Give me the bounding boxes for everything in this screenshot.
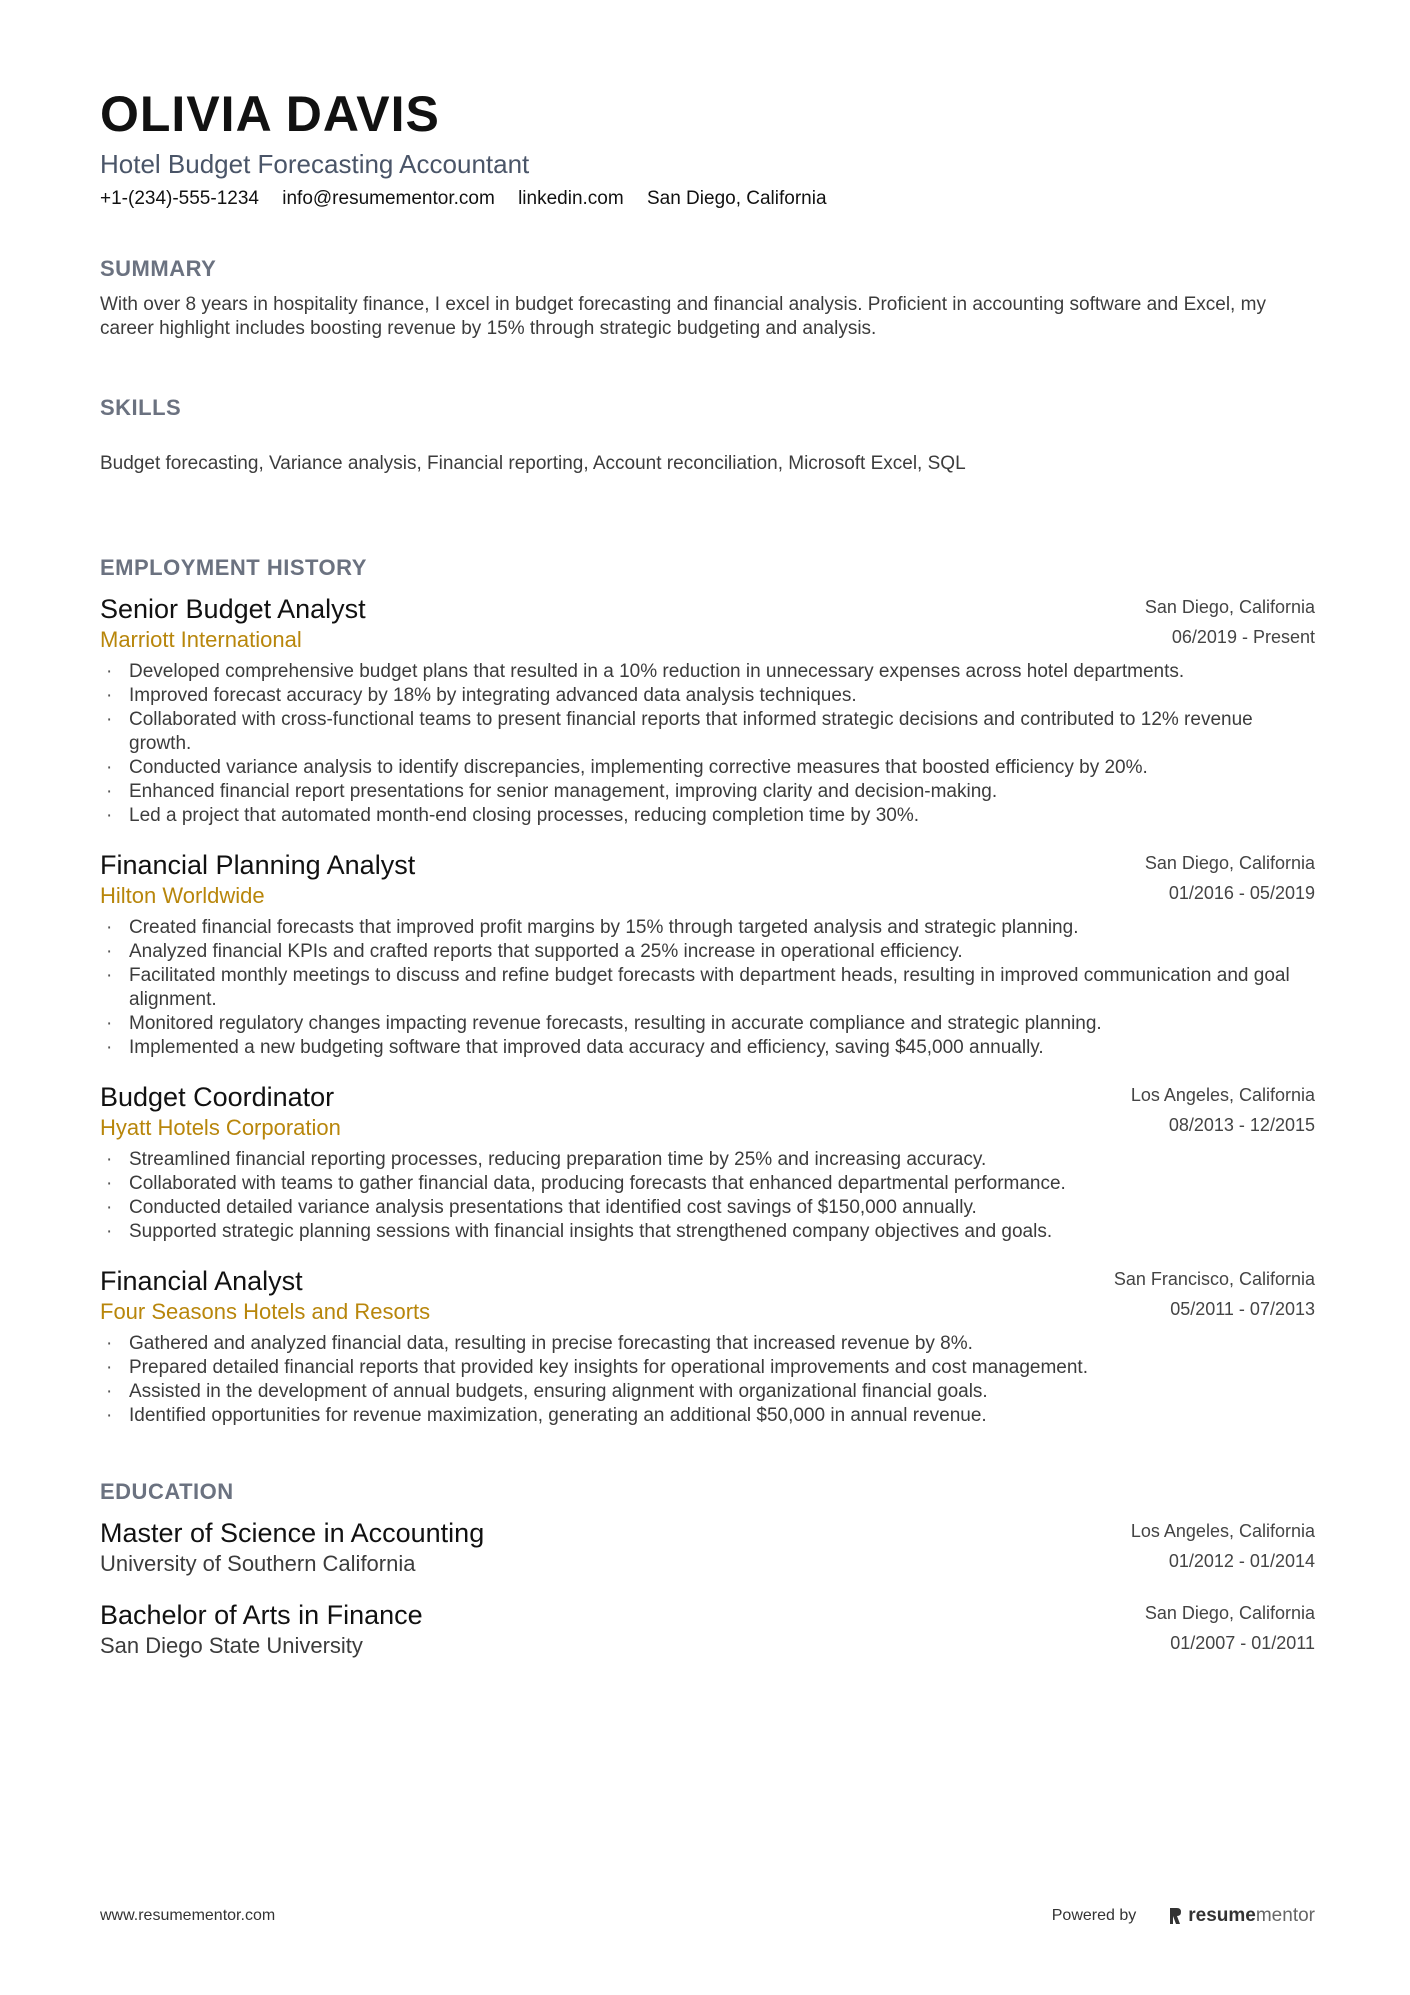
logo-text-bold: resume: [1188, 1905, 1256, 1926]
job-location: San Diego, California: [1144, 853, 1315, 873]
skills-text: Budget forecasting, Variance analysis, Financial reporting, Account reconciliation, Microsoft Excel, SQL: [100, 453, 966, 474]
job-location: San Francisco, California: [1113, 1269, 1315, 1289]
job-title: Budget Coordinator: [100, 1082, 335, 1112]
employment-section: [100, 554, 1315, 1428]
job-bullet: · Implemented a new budgeting software that improved data accuracy and efficiency, saving $45,000 annually.: [100, 1036, 1315, 1060]
job-bullet: · Developed comprehensive budget plans that resulted in a 10% reduction in unnecessary expenses across hotel departments.: [100, 660, 1315, 684]
job-entry: [100, 1264, 1315, 1428]
education-degree: Bachelor of Arts in Finance: [100, 1600, 423, 1630]
page-footer: [100, 1905, 1315, 1927]
education-location: Los Angeles, California: [1130, 1521, 1315, 1541]
education-degree: Master of Science in Accounting: [100, 1518, 485, 1548]
job-bullet: · Streamlined financial reporting processes, reducing preparation time by 25% and increasing accuracy.: [100, 1148, 1315, 1172]
resumementor-logo-icon: [1168, 1907, 1182, 1925]
candidate-name: OLIVIA DAVIS: [100, 86, 440, 142]
job-entry: [100, 592, 1315, 828]
job-bullets: [100, 660, 1315, 828]
resume-page: [100, 86, 1315, 1660]
job-bullet: · Led a project that automated month-end closing processes, reducing completion time by 30%.: [100, 804, 1315, 828]
education-school: University of Southern California: [100, 1551, 416, 1576]
job-bullet: · Gathered and analyzed financial data, resulting in precise forecasting that increased revenue by 8%.: [100, 1332, 1315, 1356]
job-dates: 01/2016 - 05/2019: [1168, 883, 1315, 903]
contact-linkedin: linkedin.com: [518, 188, 624, 209]
job-bullet: · Assisted in the development of annual budgets, ensuring alignment with organizational financial goals.: [100, 1380, 1315, 1404]
job-entry: [100, 848, 1315, 1060]
footer-brand: [1052, 1905, 1315, 1927]
job-bullet: · Created financial forecasts that improved profit margins by 15% through targeted analysis and strategic planning.: [100, 916, 1315, 940]
skills-section: [100, 394, 1315, 476]
job-bullet: · Conducted detailed variance analysis presentations that identified cost savings of $150,000 annually.: [100, 1196, 1315, 1220]
job-title: Financial Planning Analyst: [100, 850, 416, 880]
summary-text: With over 8 years in hospitality finance, I excel in budget forecasting and financial analysis. Proficient in accounting software and Excel, my career highlight includes boosting revenue by 15% through strategic budgeting and analysis.: [100, 294, 1266, 339]
job-bullet: · Conducted variance analysis to identify discrepancies, implementing corrective measures that boosted efficiency by 20%.: [100, 756, 1315, 780]
employment-heading: EMPLOYMENT HISTORY: [100, 555, 367, 580]
contact-email: info@resumementor.com: [282, 188, 495, 209]
job-dates: 05/2011 - 07/2013: [1170, 1299, 1315, 1319]
job-bullets: [100, 1148, 1315, 1244]
job-title: Financial Analyst: [100, 1266, 303, 1296]
summary-heading: SUMMARY: [100, 256, 217, 281]
job-bullet: · Identified opportunities for revenue maximization, generating an additional $50,000 in annual revenue.: [100, 1404, 1315, 1428]
job-company: Hyatt Hotels Corporation: [100, 1115, 341, 1140]
education-school: San Diego State University: [100, 1633, 363, 1658]
job-bullet: · Facilitated monthly meetings to discuss and refine budget forecasts with department heads, resulting in improved communication and goal alignment.: [100, 964, 1315, 1012]
job-location: Los Angeles, California: [1130, 1085, 1315, 1105]
summary-section: [100, 255, 1315, 341]
job-bullet: · Analyzed financial KPIs and crafted reports that supported a 25% increase in operational efficiency.: [100, 940, 1315, 964]
education-entry: [100, 1598, 1315, 1660]
education-dates: 01/2012 - 01/2014: [1168, 1551, 1315, 1571]
education-heading: EDUCATION: [100, 1479, 234, 1504]
job-bullet: · Improved forecast accuracy by 18% by integrating advanced data analysis techniques.: [100, 684, 1315, 708]
education-location: San Diego, California: [1144, 1603, 1315, 1623]
job-entry: [100, 1080, 1315, 1244]
job-company: Hilton Worldwide: [100, 883, 265, 908]
job-bullet: · Enhanced financial report presentations for senior management, improving clarity and decision-making.: [100, 780, 1315, 804]
education-dates: 01/2007 - 01/2011: [1170, 1633, 1315, 1653]
contact-phone: +1-(234)-555-1234: [100, 188, 259, 209]
job-dates: 06/2019 - Present: [1171, 627, 1315, 647]
job-bullet: · Monitored regulatory changes impacting revenue forecasts, resulting in accurate compliance and strategic planning.: [100, 1012, 1315, 1036]
job-dates: 08/2013 - 12/2015: [1168, 1115, 1315, 1135]
job-bullets: [100, 1332, 1315, 1428]
job-bullets: [100, 916, 1315, 1060]
education-section: [100, 1478, 1315, 1660]
job-company: Four Seasons Hotels and Resorts: [100, 1299, 431, 1324]
job-bullet: · Collaborated with cross-functional teams to present financial reports that informed strategic decisions and contributed to 12% revenue growth.: [100, 708, 1315, 756]
resumementor-logo[interactable]: [1188, 1905, 1315, 1927]
job-bullet: · Prepared detailed financial reports that provided key insights for operational improvements and cost management.: [100, 1356, 1315, 1380]
contact-location: San Diego, California: [646, 188, 827, 209]
job-headline: Hotel Budget Forecasting Accountant: [100, 149, 530, 179]
job-bullet: · Collaborated with teams to gather financial data, producing forecasts that enhanced departmental performance.: [100, 1172, 1315, 1196]
job-title: Senior Budget Analyst: [100, 594, 366, 624]
resume-header: [100, 86, 1315, 211]
contact-info: [100, 187, 1315, 211]
education-entry: [100, 1516, 1315, 1578]
powered-by-label: Powered by: [1051, 1907, 1137, 1924]
footer-website-link[interactable]: www.resumementor.com: [100, 1907, 276, 1924]
job-location: San Diego, California: [1144, 597, 1315, 617]
job-company: Marriott International: [100, 627, 302, 652]
job-bullet: · Supported strategic planning sessions with financial insights that strengthened company objectives and goals.: [100, 1220, 1315, 1244]
skills-heading: SKILLS: [100, 395, 182, 420]
logo-text-light: mentor: [1255, 1905, 1315, 1926]
